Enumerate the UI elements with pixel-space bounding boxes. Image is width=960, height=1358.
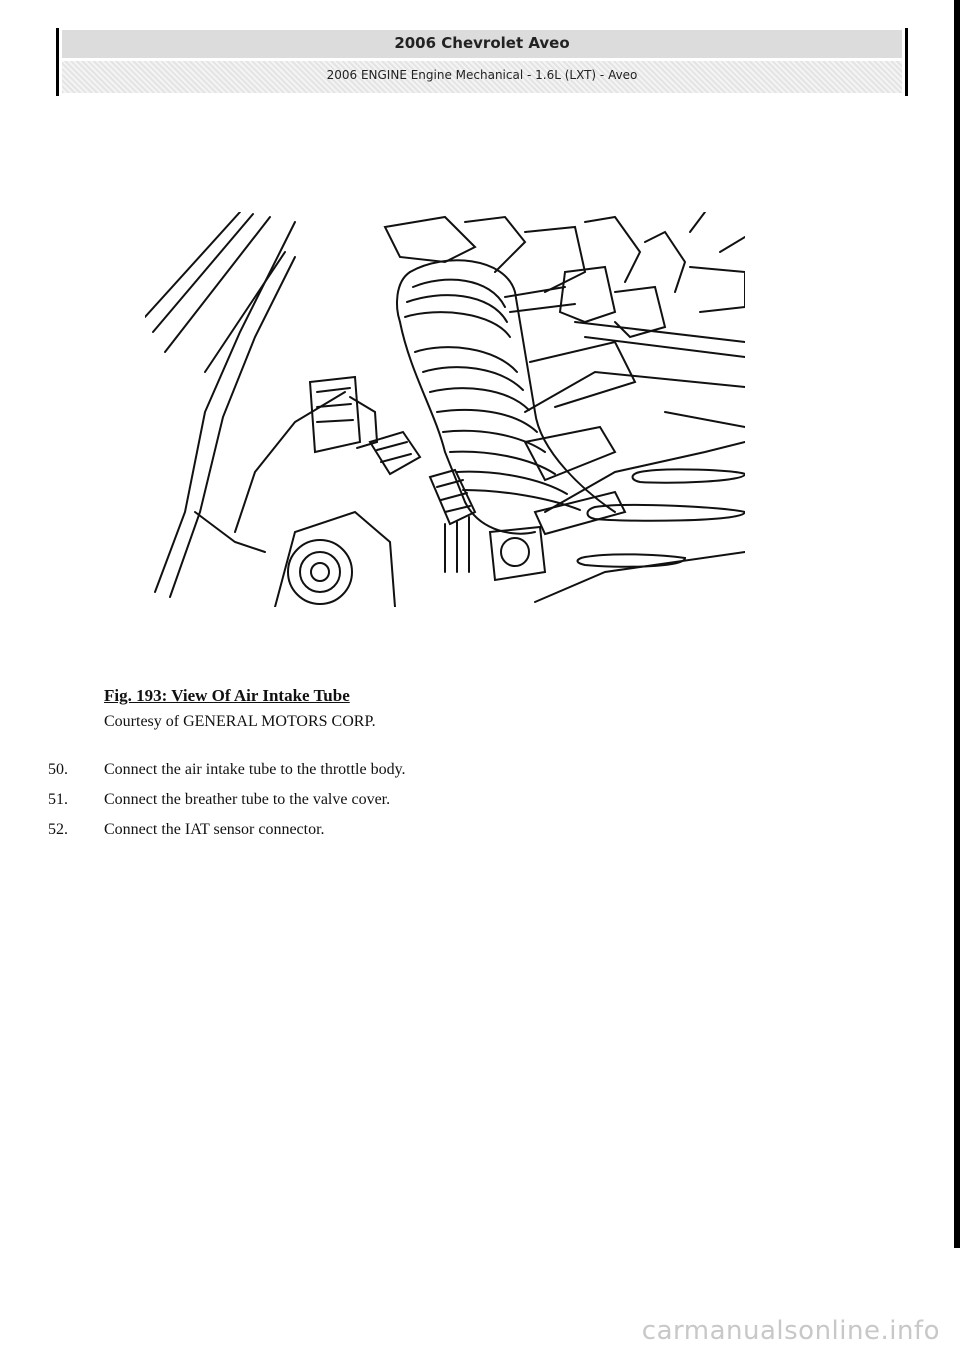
document-title: 2006 Chevrolet Aveo xyxy=(394,34,570,52)
list-item xyxy=(48,821,648,851)
step-text: Connect the breather tube to the valve cover. xyxy=(104,791,391,808)
step-text: Connect the IAT sensor connector. xyxy=(104,821,325,838)
site-watermark: carmanualsonline.info xyxy=(641,1316,940,1346)
step-text: Connect the air intake tube to the throttle body. xyxy=(104,761,406,778)
list-item xyxy=(48,761,648,791)
step-number: 50. xyxy=(48,761,68,778)
document-subtitle: 2006 ENGINE Engine Mechanical - 1.6L (LXT) - Aveo xyxy=(326,68,638,82)
figure-caption: Fig. 193: View Of Air Intake Tube xyxy=(104,686,350,705)
procedure-steps xyxy=(48,761,648,851)
page-edge-bar xyxy=(954,0,960,1248)
list-item xyxy=(48,791,648,821)
step-number: 51. xyxy=(48,791,68,808)
air-intake-tube-illustration xyxy=(145,212,745,607)
figure-credit: Courtesy of GENERAL MOTORS CORP. xyxy=(104,713,376,730)
document-header xyxy=(56,28,908,96)
step-number: 52. xyxy=(48,821,68,838)
